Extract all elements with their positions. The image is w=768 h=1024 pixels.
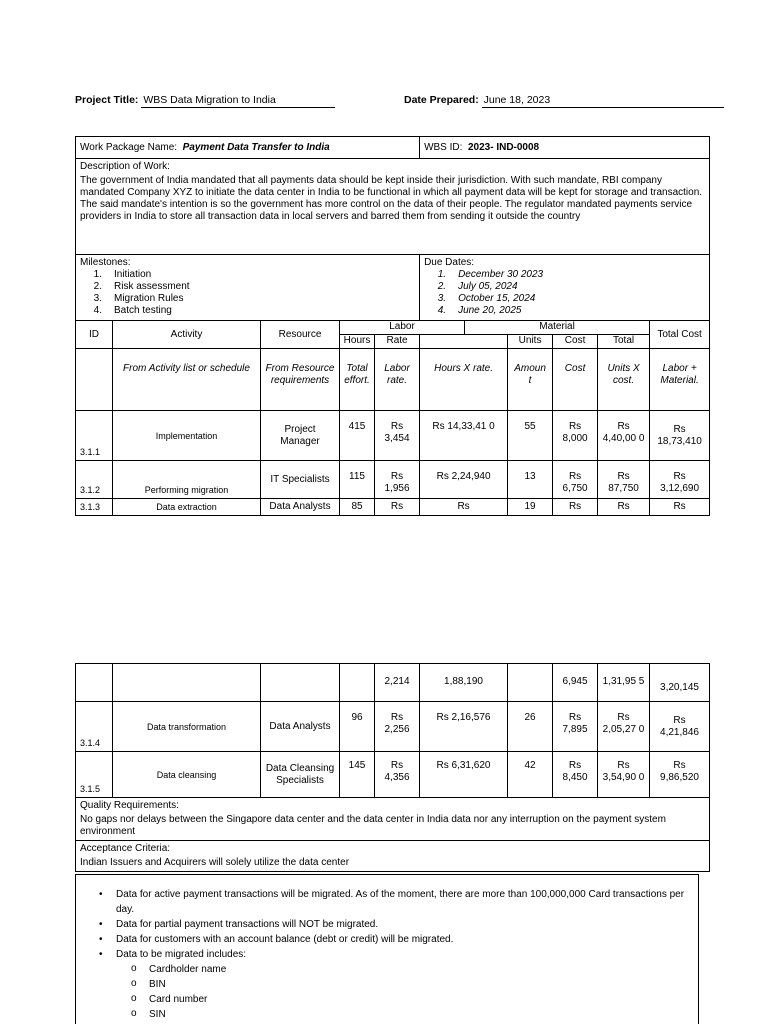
quality-row bbox=[76, 798, 710, 841]
wp-name-value: Payment Data Transfer to India bbox=[182, 141, 330, 153]
acceptance-label: Acceptance Criteria: bbox=[80, 843, 171, 854]
row-units: 42 bbox=[508, 752, 553, 798]
milestone-item: 2. Risk assessment bbox=[93, 281, 190, 292]
hint-rate: Labor rate. bbox=[375, 349, 420, 411]
row-cost: Rs 8,450 bbox=[553, 752, 598, 798]
milestones-cell bbox=[76, 255, 420, 321]
row-labor-total: Rs 14,33,41 0 bbox=[420, 411, 508, 461]
row-activity: Data transformation bbox=[113, 702, 261, 752]
row-id: 3.1.4 bbox=[76, 702, 113, 752]
sub-list-item: o SIN bbox=[116, 1007, 698, 1022]
row-activity: Performing migration bbox=[113, 461, 261, 499]
hint-row bbox=[76, 349, 710, 411]
row-cost: Rs 6,750 bbox=[553, 461, 598, 499]
due-dates-label: Due Dates: bbox=[424, 257, 475, 268]
row-mat-total: Rs bbox=[598, 499, 650, 516]
table-row bbox=[76, 499, 710, 516]
row-cost: Rs 7,895 bbox=[553, 702, 598, 752]
wp-name-row bbox=[76, 137, 710, 159]
acceptance-text: Indian Issuers and Acquirers will solely utilize the data center bbox=[80, 857, 350, 868]
milestone-item: 4. Batch testing bbox=[93, 305, 172, 316]
list-item-text: Data to be migrated includes: bbox=[116, 949, 247, 960]
due-date-item: 4. June 20, 2025 bbox=[437, 305, 522, 316]
acceptance-row bbox=[76, 841, 710, 872]
cost-header-row-1 bbox=[76, 321, 710, 335]
table-row bbox=[76, 664, 710, 702]
row-activity: Data cleansing bbox=[113, 752, 261, 798]
row-id: 3.1.1 bbox=[76, 411, 113, 461]
row-rate: Rs 3,454 bbox=[375, 411, 420, 461]
row-activity: Data extraction bbox=[113, 499, 261, 516]
date-prepared-value: June 18, 2023 bbox=[482, 94, 724, 108]
row-units: 55 bbox=[508, 411, 553, 461]
row-activity: Implementation bbox=[113, 411, 261, 461]
row-mat-total: Rs 2,05,27 0 bbox=[598, 702, 650, 752]
col-units-header: Units bbox=[508, 335, 553, 349]
list-item: • Data for customers with an account balance (debt or credit) will be migrated. bbox=[76, 932, 698, 947]
description-text: The government of India mandated that all payments data should be kept inside their jurisdiction. With such mandate, RBI company mandated Company XYZ to initiate the data center in India to be functional in which all payment data will be kept for storage and transaction. The said mandate's intention is so the government has more control on the data of their people. The regulator mandated payments service providers in India to store all transaction data in local servers and barred them from sending it outside the country bbox=[80, 175, 703, 222]
wp-name-cell bbox=[76, 137, 420, 159]
milestone-item: 3. Migration Rules bbox=[93, 293, 184, 304]
project-title-row bbox=[75, 94, 335, 108]
row-total-cost: Rs 18,73,410 bbox=[650, 411, 710, 461]
hint-activity: From Activity list or schedule bbox=[113, 349, 261, 411]
row-total-cost: Rs 4,21,846 bbox=[650, 702, 710, 752]
work-package-table bbox=[75, 136, 710, 516]
row-cost: Rs bbox=[553, 499, 598, 516]
row-cost: 6,945 bbox=[553, 664, 598, 702]
due-dates-cell bbox=[420, 255, 710, 321]
row-labor-total: 1,88,190 bbox=[420, 664, 508, 702]
sub-list-item: o Cardholder name bbox=[116, 962, 698, 977]
date-prepared-label: Date Prepared: bbox=[404, 94, 479, 106]
wbs-id-cell bbox=[420, 137, 710, 159]
description-label: Description of Work: bbox=[80, 161, 170, 172]
col-activity-header: Activity bbox=[113, 321, 261, 349]
due-date-item: 1. December 30 2023 bbox=[437, 269, 544, 280]
row-units: 13 bbox=[508, 461, 553, 499]
quality-cell bbox=[76, 798, 710, 841]
acceptance-details-box bbox=[75, 874, 699, 1024]
row-units: 19 bbox=[508, 499, 553, 516]
col-cost-header: Cost bbox=[553, 335, 598, 349]
hint-hours: Total effort. bbox=[340, 349, 375, 411]
col-total-cost-header: Total Cost bbox=[650, 321, 710, 349]
hint-resource: From Resource requirements bbox=[261, 349, 340, 411]
description-row bbox=[76, 159, 710, 255]
hint-cost: Cost bbox=[553, 349, 598, 411]
row-resource: Data Analysts bbox=[261, 702, 340, 752]
wbs-id-label: WBS ID: bbox=[424, 141, 463, 153]
row-total-cost: Rs 9,86,520 bbox=[650, 752, 710, 798]
row-rate: Rs bbox=[375, 499, 420, 516]
col-resource-header: Resource bbox=[261, 321, 340, 349]
criteria-list bbox=[76, 887, 698, 1022]
description-cell bbox=[76, 159, 710, 255]
milestones-label: Milestones: bbox=[80, 257, 131, 268]
hint-mat-total: Units X cost. bbox=[598, 349, 650, 411]
row-mat-total: Rs 87,750 bbox=[598, 461, 650, 499]
row-labor-total: Rs bbox=[420, 499, 508, 516]
sub-list-item: o BIN bbox=[116, 977, 698, 992]
col-labor-header: Labor bbox=[340, 321, 465, 335]
cost-table-continued bbox=[75, 663, 710, 872]
migrated-data-list bbox=[116, 962, 698, 1022]
row-hours: 115 bbox=[340, 461, 375, 499]
col-mat-total-header: Total bbox=[598, 335, 650, 349]
row-resource: IT Specialists bbox=[261, 461, 340, 499]
row-labor-total: Rs 2,24,940 bbox=[420, 461, 508, 499]
table-row bbox=[76, 702, 710, 752]
row-resource: Data Analysts bbox=[261, 499, 340, 516]
list-item bbox=[76, 947, 698, 1022]
row-rate: Rs 1,956 bbox=[375, 461, 420, 499]
milestones-row bbox=[76, 255, 710, 321]
col-rate-header: Rate bbox=[375, 335, 420, 349]
list-item: • Data for active payment transactions will be migrated. As of the moment, there are more than 100,000,000 Card transactions per day. bbox=[76, 887, 698, 917]
row-mat-total: Rs 4,40,00 0 bbox=[598, 411, 650, 461]
row-resource: Project Manager bbox=[261, 411, 340, 461]
date-prepared-row bbox=[404, 94, 724, 108]
due-date-item: 3. October 15, 2024 bbox=[437, 293, 536, 304]
table-row bbox=[76, 461, 710, 499]
hint-labor-total: Hours X rate. bbox=[420, 349, 508, 411]
row-id: 3.1.2 bbox=[76, 461, 113, 499]
row-labor-total: Rs 2,16,576 bbox=[420, 702, 508, 752]
wbs-id-value: 2023- IND-0008 bbox=[467, 141, 540, 153]
quality-label: Quality Requirements: bbox=[80, 800, 179, 811]
table-row bbox=[76, 411, 710, 461]
row-cost: Rs 8,000 bbox=[553, 411, 598, 461]
project-title-value: WBS Data Migration to India bbox=[141, 94, 335, 108]
milestone-item: 1. Initiation bbox=[93, 269, 152, 280]
wp-name-label: Work Package Name: bbox=[80, 141, 178, 153]
table-row bbox=[76, 752, 710, 798]
row-hours: 96 bbox=[340, 702, 375, 752]
hint-units: Amoun t bbox=[508, 349, 553, 411]
row-id: 3.1.3 bbox=[76, 499, 113, 516]
row-labor-total: Rs 6,31,620 bbox=[420, 752, 508, 798]
row-hours: 85 bbox=[340, 499, 375, 516]
acceptance-cell bbox=[76, 841, 710, 872]
row-rate: Rs 2,256 bbox=[375, 702, 420, 752]
row-units: 26 bbox=[508, 702, 553, 752]
row-total-cost: 3,20,145 bbox=[650, 664, 710, 702]
row-total-cost: Rs 3,12,690 bbox=[650, 461, 710, 499]
row-total-cost: Rs bbox=[650, 499, 710, 516]
row-id: 3.1.5 bbox=[76, 752, 113, 798]
hint-total-cost: Labor + Material. bbox=[650, 349, 710, 411]
row-mat-total: 1,31,95 5 bbox=[598, 664, 650, 702]
col-hours-header: Hours bbox=[340, 335, 375, 349]
col-material-header: Material bbox=[465, 321, 650, 335]
row-rate: Rs 4,356 bbox=[375, 752, 420, 798]
quality-text: No gaps nor delays between the Singapore data center and the data center in India data nor any interruption on the payment system environment bbox=[80, 814, 666, 837]
row-hours: 145 bbox=[340, 752, 375, 798]
list-item: • Data for partial payment transactions will NOT be migrated. bbox=[76, 917, 698, 932]
row-resource: Data Cleansing Specialists bbox=[261, 752, 340, 798]
col-id-header: ID bbox=[76, 321, 113, 349]
due-date-item: 2. July 05, 2024 bbox=[437, 281, 518, 292]
project-title-label: Project Title: bbox=[75, 94, 139, 106]
col-labor-total-header bbox=[420, 335, 508, 349]
row-rate: 2,214 bbox=[375, 664, 420, 702]
sub-list-item: o Card number bbox=[116, 992, 698, 1007]
row-mat-total: Rs 3,54,90 0 bbox=[598, 752, 650, 798]
row-hours: 415 bbox=[340, 411, 375, 461]
